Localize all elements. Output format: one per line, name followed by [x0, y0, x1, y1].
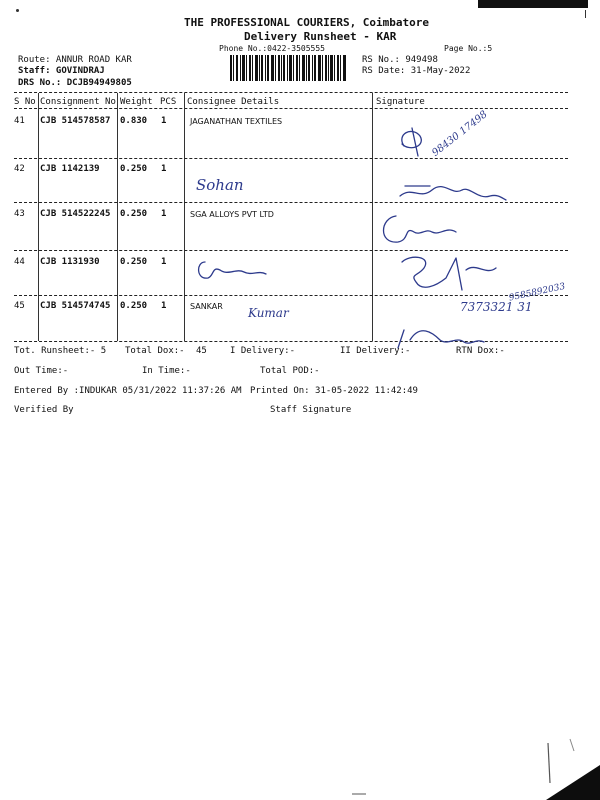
total-dox-label: Total Dox:-: [125, 346, 185, 356]
total-pod-label: Total POD:-: [260, 366, 320, 376]
handwritten-note-row-41: 98430 17498: [430, 109, 490, 159]
row-pcs: 1: [161, 209, 167, 219]
scan-speck: [352, 793, 366, 795]
row-pcs: 1: [161, 164, 167, 174]
row-consignee: SGA ALLOYS PVT LTD: [190, 210, 274, 219]
signature-row-43: [384, 216, 457, 242]
row-consignment: CJB 514522245: [40, 209, 111, 219]
row-consignment: CJB 1142139: [40, 164, 100, 174]
signature-row-44-consignee: [199, 262, 266, 278]
staff-label: Staff: GOVINDRAJ: [18, 66, 105, 76]
signature-row-41: [402, 128, 421, 156]
out-time-label: Out Time:-: [14, 366, 69, 376]
handwritten-name-row-45: Kumar: [248, 306, 289, 320]
column-header-weight: Weight: [120, 97, 153, 107]
rs-date: RS Date: 31-May-2022: [362, 66, 471, 76]
drs-number: DRS No.: DCJB94949805: [18, 78, 132, 88]
row-weight: 0.250: [120, 301, 148, 311]
row-consignee: JAGANATHAN TEXTILES: [190, 117, 283, 126]
total-runsheet: Tot. Runsheet:- 5: [14, 346, 107, 356]
column-header-pcs: PCS: [160, 97, 177, 107]
runsheet-subtitle: Delivery Runsheet - KAR: [244, 30, 397, 43]
company-title: THE PROFESSIONAL COURIERS, Coimbatore: [184, 16, 430, 29]
handwritten-phone-row-45: 7373321 31: [460, 300, 533, 314]
total-dox-value: 45: [196, 346, 207, 356]
row-weight: 0.830: [120, 116, 148, 126]
handwritten-name-row-42: Sohan: [196, 176, 244, 194]
row-pcs: 1: [161, 116, 167, 126]
i-delivery-label: I Delivery:-: [230, 346, 296, 356]
row-sno: 43: [14, 209, 25, 219]
column-header-signature: Signature: [376, 97, 425, 107]
scan-corner-artifact: [530, 735, 600, 800]
in-time-label: In Time:-: [142, 366, 191, 376]
ii-delivery-label: II Delivery:-: [340, 346, 411, 356]
row-sno: 44: [14, 257, 25, 267]
rtn-dox-label: RTN Dox:-: [456, 346, 505, 356]
column-header-consignee: Consignee Details: [187, 97, 280, 107]
column-header-sno: S No: [14, 97, 36, 107]
scan-speck: [585, 10, 594, 18]
entered-by: Entered By :INDUKAR 05/31/2022 11:37:26 AM: [14, 386, 242, 396]
phone-number: Phone No.:0422-3505555: [219, 44, 325, 53]
signature-row-44: [402, 257, 496, 290]
row-consignment: CJB 514574745: [40, 301, 111, 311]
row-consignee: SANKAR: [190, 302, 223, 311]
handwriting-overlay: [0, 0, 600, 360]
row-pcs: 1: [161, 257, 167, 267]
row-weight: 0.250: [120, 164, 148, 174]
staff-signature-label: Staff Signature: [270, 405, 352, 415]
row-sno: 45: [14, 301, 25, 311]
row-consignment: CJB 1131930: [40, 257, 100, 267]
rs-number: RS No.: 949498: [362, 55, 438, 65]
row-weight: 0.250: [120, 257, 148, 267]
route-label: Route: ANNUR ROAD KAR: [18, 55, 132, 65]
row-pcs: 1: [161, 301, 167, 311]
row-consignment: CJB 514578587: [40, 116, 111, 126]
column-header-consignment: Consignment No: [40, 97, 116, 107]
row-weight: 0.250: [120, 209, 148, 219]
row-sno: 42: [14, 164, 25, 174]
signature-row-42: [400, 187, 506, 200]
verified-by-label: Verified By: [14, 405, 74, 415]
page-number: Page No.:5: [444, 44, 493, 53]
row-sno: 41: [14, 116, 25, 126]
printed-on: Printed On: 31-05-2022 11:42:49: [250, 386, 418, 396]
handwritten-phone-row-44: 9585892033: [508, 281, 567, 304]
